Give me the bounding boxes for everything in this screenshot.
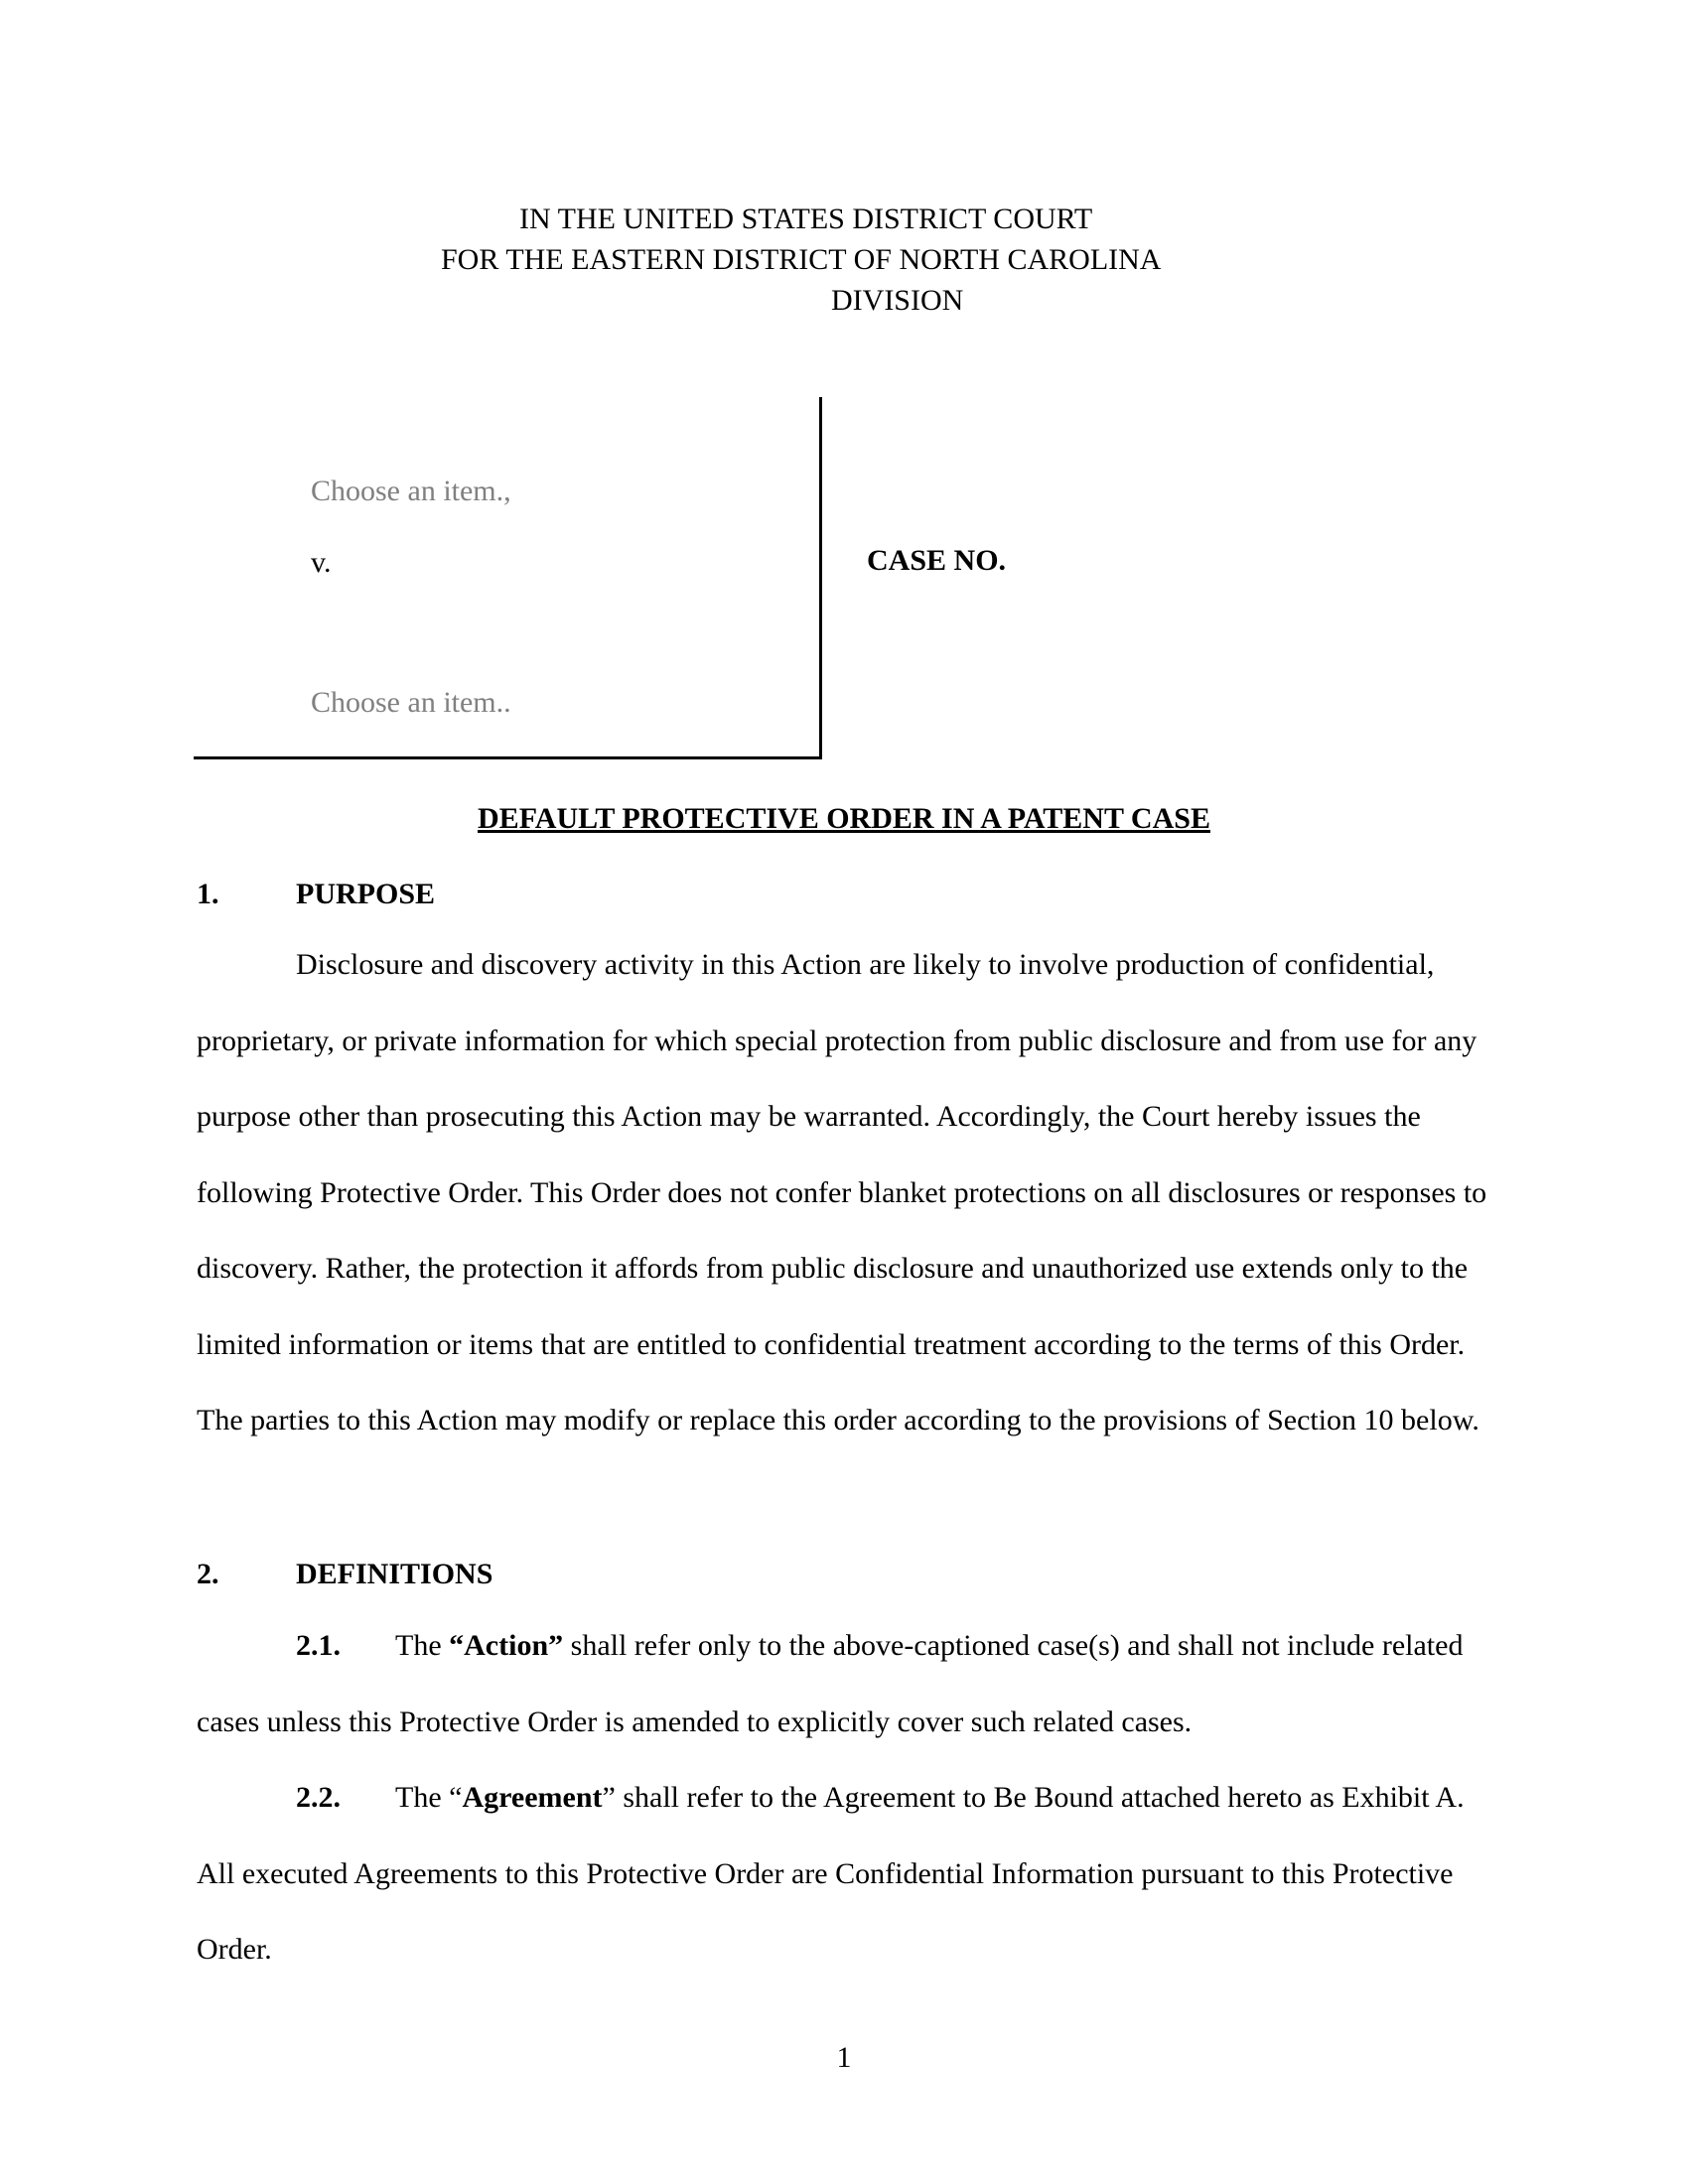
page-number: 1	[836, 2041, 852, 2074]
defendant-placeholder[interactable]: Choose an item..	[311, 686, 511, 719]
definition-pre: The	[395, 1629, 450, 1662]
purpose-paragraph: Disclosure and discovery activity in this Action are likely to involve production of confidential, proprietary, or private information for which special protection from public disclosure and from use for any purpose other than prosecuting this Action may be warranted. Accordingly, the Court hereby issues the following Protective Order. This Order does not confer blanket protections on all disclosures or responses to discovery. Rather, the protection it affords from public disclosure and unauthorized use extends only to the limited information or items that are entitled to confidential treatment according to the terms of this Order. The parties to this Action may modify or replace this order according to the provisions of Section 10 below.	[197, 948, 1487, 1436]
definition-paragraph	[197, 1760, 1497, 1988]
section-title: PURPOSE	[296, 878, 436, 910]
caption-parties-box	[194, 397, 822, 759]
section-title: DEFINITIONS	[296, 1558, 493, 1590]
plaintiff-placeholder[interactable]: Choose an item.,	[311, 475, 511, 507]
definition-2-2	[197, 1760, 1497, 1988]
definition-number: 2.1.	[296, 1629, 341, 1662]
purpose-paragraph-block	[197, 927, 1497, 1459]
definition-text: shall refer only to the above-captioned case(s) and shall not include related cases unless this Protective Order is amended to explicitly cover such related cases.	[197, 1629, 1464, 1738]
definition-text: ” shall refer to the Agreement to Be Bound attached hereto as Exhibit A. All executed Agreements to this Protective Order are Confidential Information pursuant to this Protective Order.	[197, 1781, 1465, 1966]
case-number-label: CASE NO.	[867, 544, 1007, 577]
versus-label: v.	[311, 546, 332, 579]
court-header-line3: DIVISION	[831, 284, 964, 317]
section-heading-purpose	[197, 878, 435, 911]
definition-pre: The “	[395, 1781, 463, 1814]
section-heading-definitions	[197, 1558, 492, 1591]
definition-paragraph	[197, 1608, 1497, 1760]
section-number: 2.	[197, 1558, 219, 1590]
case-caption	[194, 397, 1584, 764]
definition-term: “Action”	[449, 1629, 564, 1662]
definition-term: Agreement	[462, 1781, 603, 1814]
definition-2-1	[197, 1608, 1497, 1760]
court-header-line1: IN THE UNITED STATES DISTRICT COURT	[519, 203, 1093, 235]
definition-number: 2.2.	[296, 1781, 341, 1814]
document-title: DEFAULT PROTECTIVE ORDER IN A PATENT CASE	[478, 802, 1210, 835]
section-number: 1.	[197, 878, 219, 910]
court-header-line2: FOR THE EASTERN DISTRICT OF NORTH CAROLINA	[441, 243, 1162, 276]
